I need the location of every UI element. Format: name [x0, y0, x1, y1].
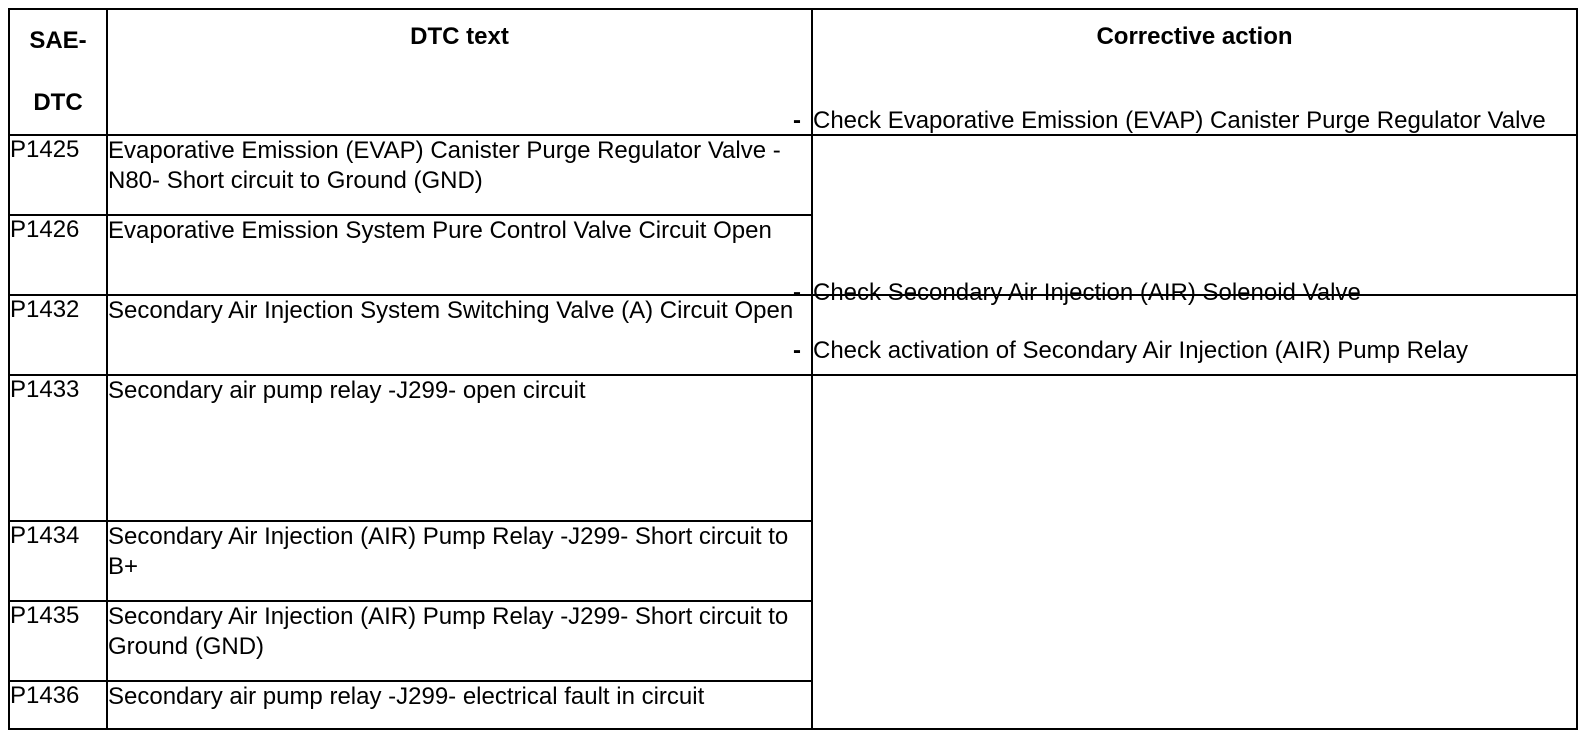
dtc-description: Secondary air pump relay -J299- electrical fault in circuit	[107, 681, 812, 729]
table-row	[9, 135, 1577, 215]
corrective-action-text: Check Secondary Air Injection (AIR) Solenoid Valve	[813, 279, 1361, 306]
header-corrective-action-label: Corrective action	[1096, 23, 1293, 50]
corrective-action-cell	[793, 337, 1577, 729]
dash-icon: -	[793, 107, 801, 134]
dtc-description: Secondary Air Injection (AIR) Pump Relay -J299- Short circuit to B+	[107, 521, 812, 601]
dtc-code: P1433	[9, 375, 107, 521]
dtc-code: P1426	[9, 215, 107, 295]
dtc-description: Secondary Air Injection (AIR) Pump Relay -J299- Short circuit to Ground (GND)	[107, 601, 812, 681]
corrective-action-cell	[793, 107, 1577, 295]
dtc-code: P1434	[9, 521, 107, 601]
header-code	[9, 9, 107, 135]
dtc-code: P1436	[9, 681, 107, 729]
table-row	[9, 375, 1577, 521]
header-code-label: SAE-DTC	[29, 27, 87, 116]
dtc-code: P1425	[9, 135, 107, 215]
header-dtc-text	[107, 9, 812, 135]
dtc-code: P1432	[9, 295, 107, 375]
dtc-description: Secondary air pump relay -J299- open circuit	[107, 375, 812, 521]
corrective-action-text: Check activation of Secondary Air Injection (AIR) Pump Relay	[813, 337, 1468, 364]
corrective-action-item	[793, 336, 1576, 366]
dtc-code: P1435	[9, 601, 107, 681]
dtc-description: Secondary Air Injection System Switching Valve (A) Circuit Open	[107, 295, 812, 375]
corrective-action-text: Check Evaporative Emission (EVAP) Canister Purge Regulator Valve	[813, 107, 1546, 134]
dash-icon: -	[793, 279, 801, 306]
dtc-description: Evaporative Emission System Pure Control Valve Circuit Open	[107, 215, 812, 295]
dtc-description: Evaporative Emission (EVAP) Canister Purge Regulator Valve -N80- Short circuit to Ground (GND)	[107, 135, 812, 215]
corrective-action-item	[793, 278, 1576, 308]
corrective-action-item	[793, 106, 1576, 136]
dtc-table	[8, 8, 1578, 730]
header-dtc-text-label: DTC text	[410, 23, 509, 50]
dash-icon: -	[793, 337, 801, 364]
